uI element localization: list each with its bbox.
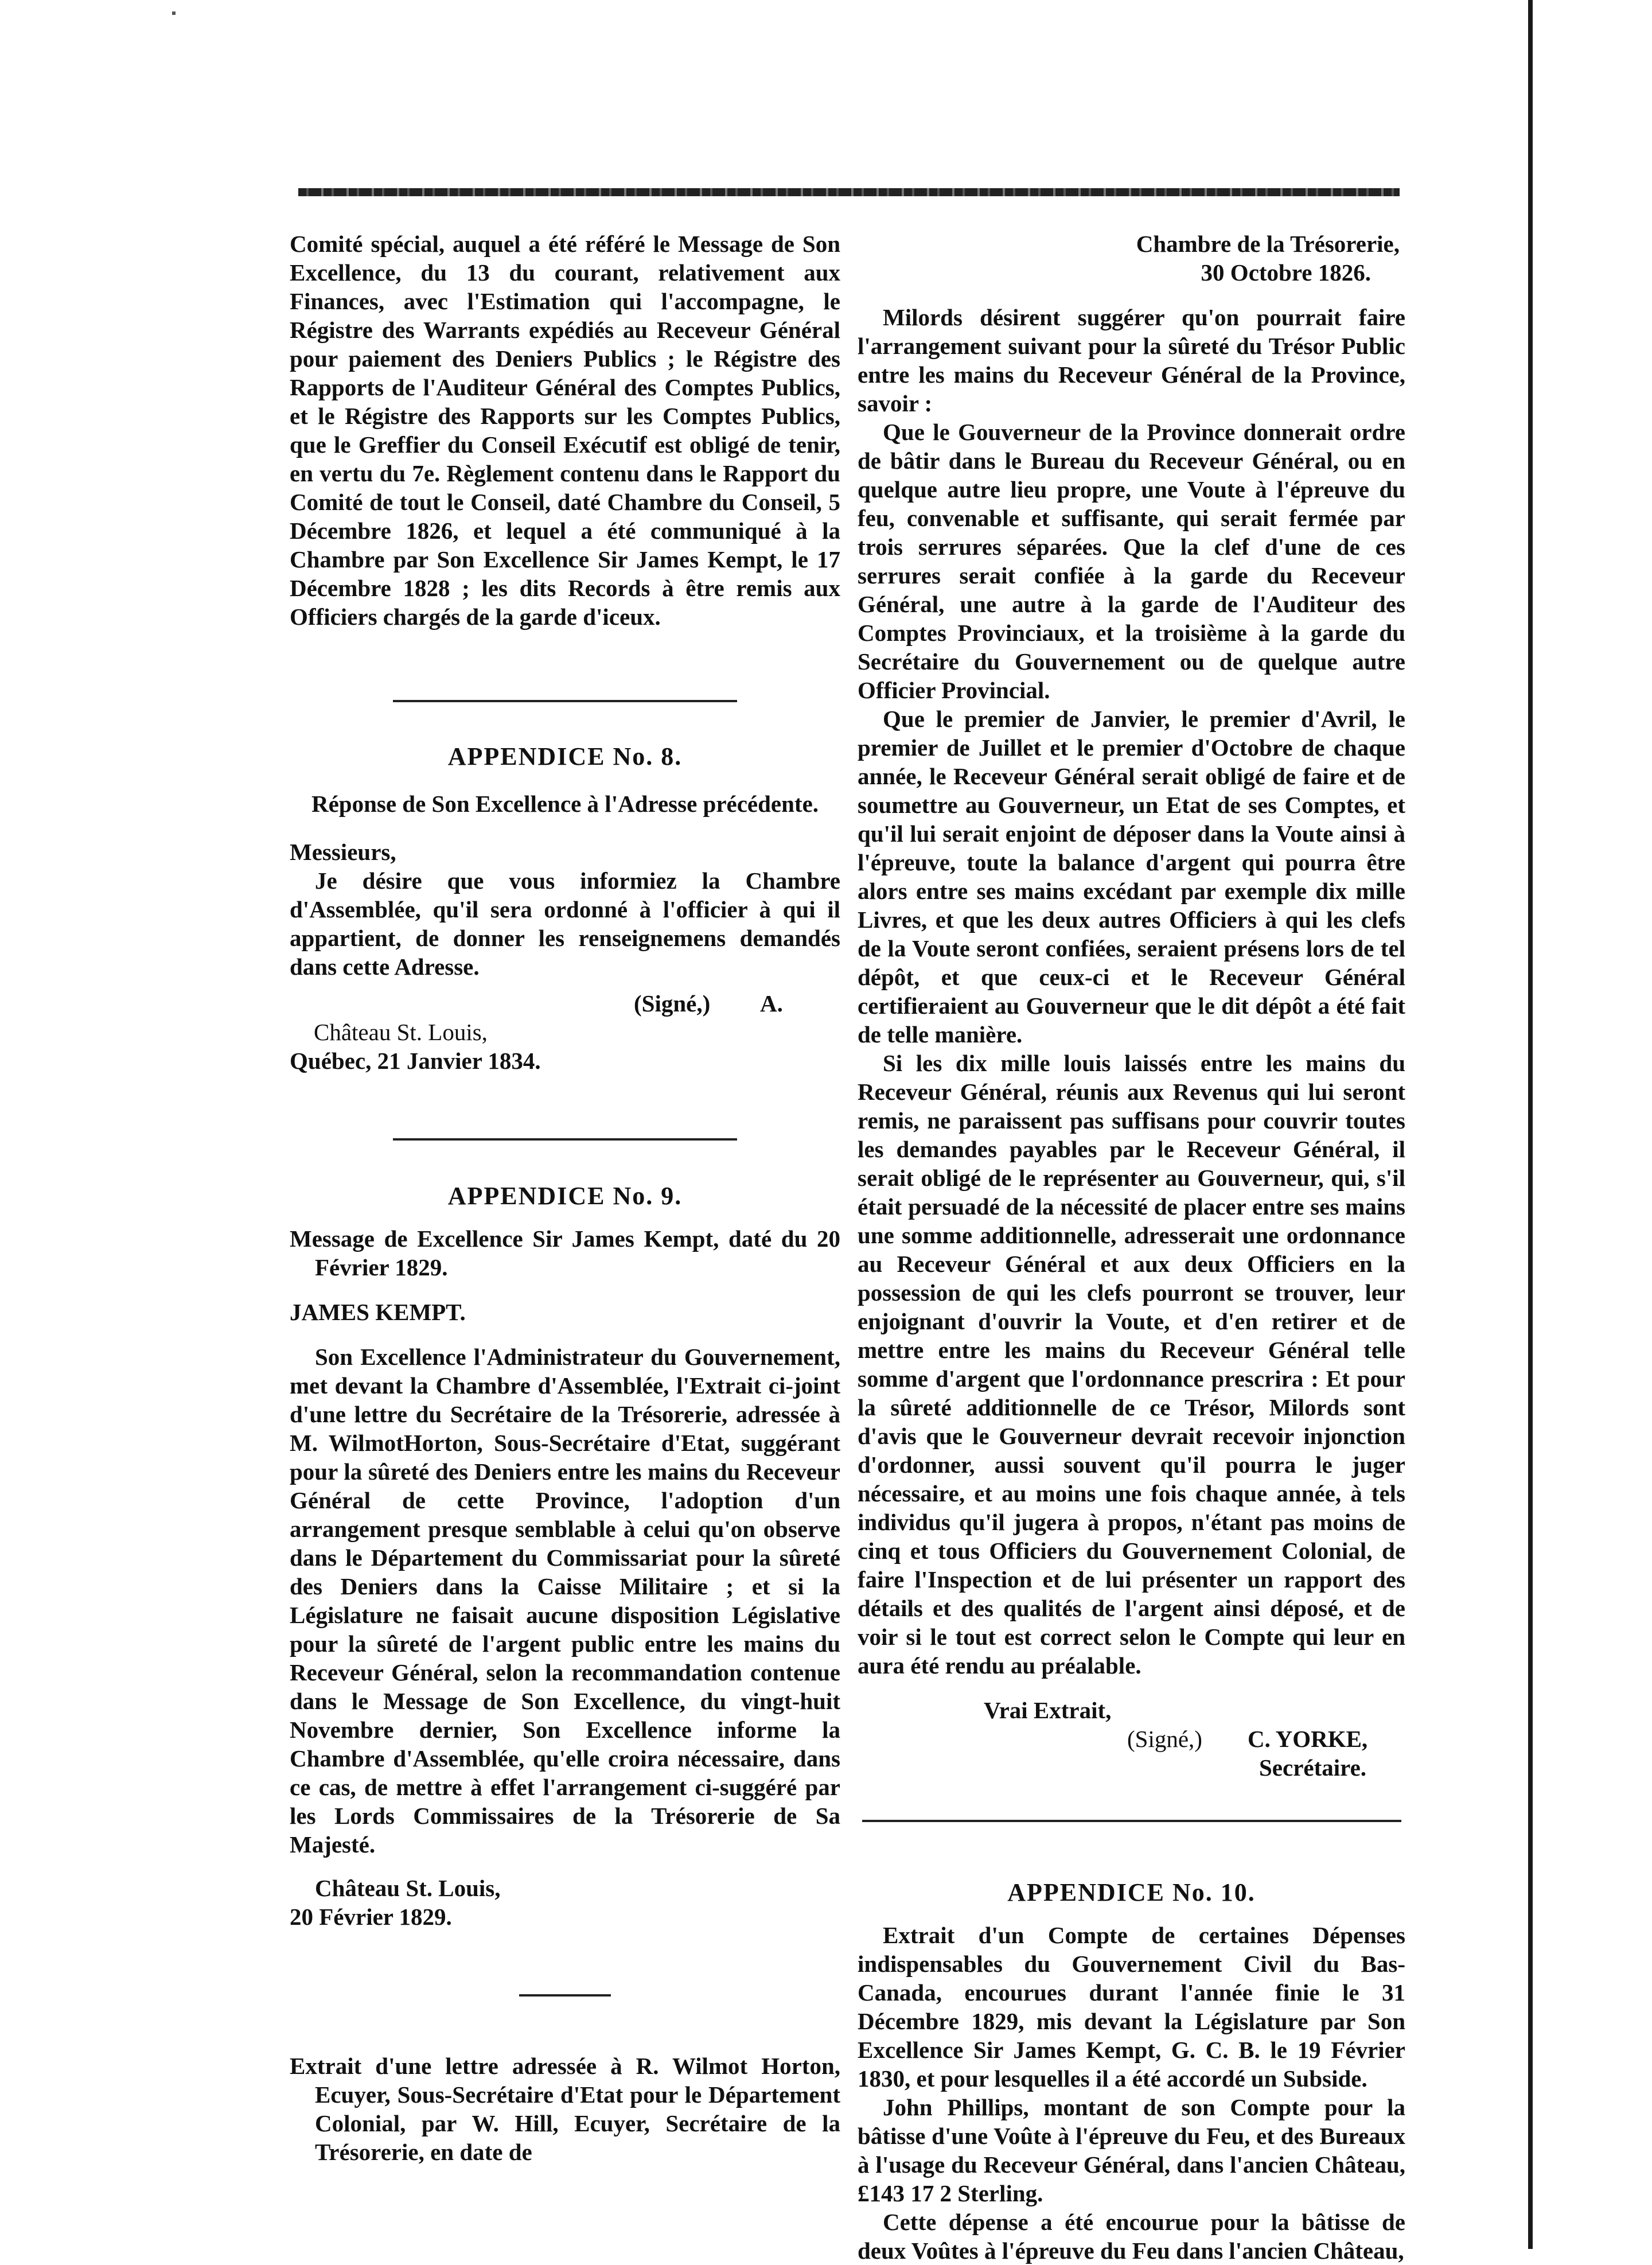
place-line: Chambre de la Trésorerie, [1136, 231, 1400, 257]
appendix-8-subheading: Réponse de Son Excellence à l'Adresse précédente. [311, 791, 819, 817]
place-line: Château St. Louis, [314, 1019, 488, 1045]
signer-name: JAMES KEMPT. [290, 1299, 466, 1325]
signed-label: (Signé,) [1127, 1726, 1202, 1752]
appendix-9-heading: APPENDICE No. 9. [447, 1182, 683, 1210]
signature-initial: A. [760, 990, 783, 1017]
appendix-8-body: Je désire que vous informiez la Chambre d'Assemblée, qu'il sera ordonné à l'officier à qui il appartient, de donner les renseignemens demandés dans cette Adresse. [290, 867, 840, 980]
signer-title: Secrétaire. [1259, 1754, 1367, 1781]
paragraph: Que le premier de Janvier, le premier d'Avril, le premier de Juillet et le premier d'Octobre de chaque année, le Receveur Général serait obligé de faire et de soumettre au Gouverneur, un Etat de ses Comptes, et qu'il lui serait enjoint de déposer dans la Voute ainsi à l'épreuve, toute la balance d'argent qui pourra être alors entre ses mains excédant par exemple dix mille Livres, et que les deux autres Officiers à qui les clefs de la Voute seront confiées, seraient présens lors de tel dépôt, et que ceux-ci et le Receveur Général certifieraient au Gouverneur que le dit dépôt a été fait de telle manière. [858, 706, 1405, 1048]
right-column [858, 229, 1405, 2265]
paragraph: John Phillips, montant de son Compte pour la bâtisse d'une Voûte à l'épreuve du Feu, et des Bureaux à l'usage du Receveur Général, dans l'ancien Château, £143 17 2 Sterling. [858, 2094, 1405, 2206]
appendix-10-heading: APPENDICE No. 10. [1007, 1878, 1256, 1906]
scan-speck [172, 11, 176, 15]
paragraph: Que le Gouverneur de la Province donnerait ordre de bâtir dans le Bureau du Receveur Général, ou en quelque autre lieu propre, une Voute à l'épreuve du feu, convenable et suffisante, qui serait fermée par trois serrures séparées. Que la clef d'une de ces serrures serait confiée à la garde du Receveur Général, une autre à la garde de l'Auditeur des Comptes Provinciaux, et la troisième à la garde du Secrétaire du Gouvernement ou de quelque autre Officier Provincial. [858, 419, 1405, 703]
top-rule [298, 188, 1400, 196]
paragraph: Cette dépense a été encourue pour la bâtisse de deux Voûtes à l'épreuve du Feu dans l'ancien Château, [858, 2209, 1405, 2264]
paragraph: Extrait d'un Compte de certaines Dépenses indispensables du Gouvernement Civil du Bas-Canada, encourues durant l'année finie le 31 Décembre 1829, mis devant la Législature par Son Excellence Sir James Kempt, G. C. B. le 19 Février 1830, et pour lesquelles il a été accordé un Subside. [858, 1922, 1405, 2092]
date-line: 20 Février 1829. [290, 1904, 452, 1930]
appendix-8-heading: APPENDICE No. 8. [447, 742, 683, 770]
vrai-extrait: Vrai Extrait, [984, 1697, 1112, 1723]
left-column [290, 229, 840, 2166]
signed-label: (Signé,) [634, 990, 711, 1017]
paragraph: Si les dix mille louis laissés entre les mains du Receveur Général, réunis aux Revenus qui lui seront remis, ne paraissent pas suffisans pour couvrir toutes les demandes payables par le Receveur Général, il serait obligé de le représenter au Gouverneur, qui, s'il était persuadé de la nécessité de placer entre ses mains une somme additionnelle, adresserait une ordonnance au Receveur Général et aux deux Officiers en la possession de qui les clefs pourront se trouver, leur enjoignant d'ouvrir la Voute, et d'en retirer et de mettre entre les mains du Receveur Général telle somme d'argent que l'ordonnance prescrira : Et pour la sûreté additionnelle de ce Trésor, Milords sont d'avis que le Gouverneur devrait recevoir injonction d'ordonner, aussi souvent qu'il pourra le juger nécessaire, et au moins une fois chaque année, à tels individus qu'il jugera à propos, n'étant pas moins de cinq et tous Officiers du Gouvernement Colonial, de faire l'Inspection et de lui présenter un rapport des détails et des qualités de l'argent ainsi déposé, et de voir si le tout est correct selon le Compte qui leur en aura été rendu au préalable. [858, 1050, 1405, 1679]
paragraph: Milords désirent suggérer qu'on pourrait faire l'arrangement suivant pour la sûreté du Trésor Public entre les mains du Receveur Général de la Province, savoir : [858, 304, 1405, 417]
appendix-9-body: Son Excellence l'Administrateur du Gouvernement, met devant la Chambre d'Assemblée, l'Extrait ci-joint d'une lettre du Secrétaire de la Trésorerie, adressée à M. WilmotHorton, Sous-Secrétaire d'Etat, suggérant pour la sûreté des Deniers entre les mains du Receveur Général de cette Province, l'adoption d'un arrangement presque semblable à celui qu'on observe dans le Département du Commissariat pour la sûreté des Deniers dans la Caisse Militaire ; et si la Législature ne faisait aucune disposition Législative pour la sûreté de l'argent public entre les mains du Receveur Général, selon la recommandation contenue dans le Message de Son Excellence, du vingt-huit Novembre dernier, Son Excellence informe la Chambre d'Assemblée, qu'elle croira nécessaire, dans ce cas, de mettre à effet l'arrangement ci-suggéré par les Lords Commissaires de la Trésorerie de Sa Majesté. [290, 1344, 840, 1858]
date-line: 30 Octobre 1826. [1201, 259, 1371, 286]
page-edge-shadow [1528, 0, 1533, 2249]
date-line: Québec, 21 Janvier 1834. [290, 1048, 541, 1074]
intro-paragraph: Comité spécial, auquel a été référé le Message de Son Excellence, du 13 du courant, relativement aux Finances, avec l'Estimation qui l'accompagne, le Régistre des Warrants expédiés au Receveur Général pour paiement des Deniers Publics ; le Régistre des Rapports de l'Auditeur Général des Comptes Publics, et le Régistre des Rapports sur les Comptes Publics, que le Greffier du Conseil Exécutif est obligé de tenir, en vertu du 7e. Règlement contenu dans le Rapport du Comité de tout le Conseil, daté Chambre du Conseil, 5 Décembre 1826, et lequel a été communiqué à la Chambre par Son Excellence Sir James Kempt, le 17 Décembre 1828 ; les dits Records à être remis aux Officiers chargés de la garde d'iceux. [290, 231, 840, 630]
extract-intro: Extrait d'une lettre adressée à R. Wilmot Horton, Ecuyer, Sous-Secrétaire d'Etat pour le Département Colonial, par W. Hill, Ecuyer, Secrétaire de la Trésorerie, en date de [290, 2053, 840, 2165]
appendix-9-subheading: Message de Excellence Sir James Kempt, daté du 20 Février 1829. [290, 1225, 840, 1281]
signer-name: C. YORKE, [1248, 1726, 1368, 1752]
salutation: Messieurs, [290, 839, 396, 865]
place-line: Château St. Louis, [315, 1875, 501, 1901]
